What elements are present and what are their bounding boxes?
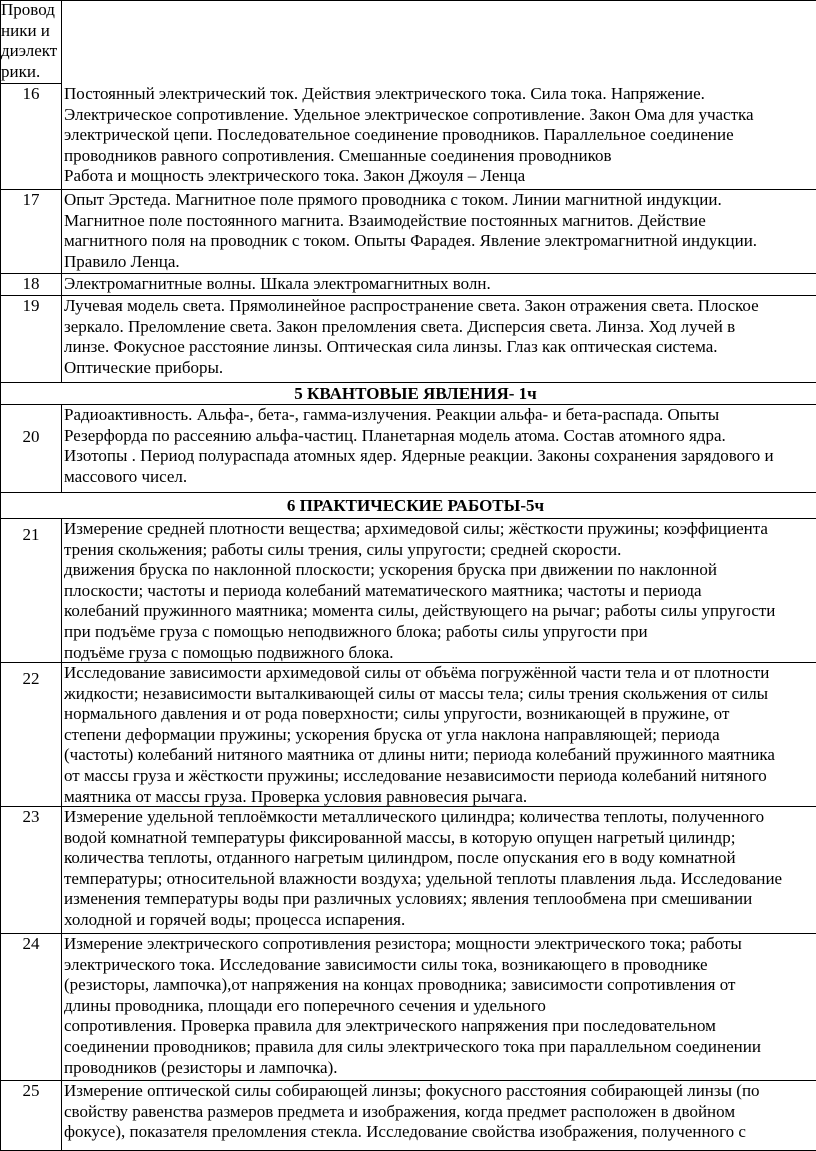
description-line: Электрическое сопротивление. Удельное электрическое сопротивление. Закон Ома для участка [64, 104, 754, 124]
description-line: Электромагнитные волны. Шкала электромагнитных волн. [64, 274, 491, 293]
table-row [0, 1081, 816, 1151]
description-line: проводников равного сопротивления. Смешанные соединения проводников [64, 145, 612, 165]
description-line: Исследование зависимости архимедовой силы от объёма погружённой части тела и от плотности [64, 663, 770, 682]
header-cell-line: Провод [1, 0, 55, 19]
description-line: нормального давления и от рода поверхности; силы упругости, возникающей в пружине, от [64, 704, 730, 724]
table-row [0, 84, 816, 190]
row-description [63, 84, 816, 189]
description-line: Измерение средней плотности вещества; архимедовой силы; жёсткости пружины; коэффициента [64, 519, 768, 538]
description-line: Радиоактивность. Альфа-, бета-, гамма-излучения. Реакции альфа- и бета-распада. Опыты [64, 405, 720, 424]
description-line: трения скольжения; работы силы трения, силы упругости; средней скорости. [64, 539, 622, 559]
description-line: колебаний пружинного маятника; момента силы, действующего на рычаг; работы силы упругости [64, 601, 776, 621]
description-line: плоскости; частоты и периода колебаний математического маятника; частоты и периода [64, 580, 702, 600]
row-number: 22 [0, 663, 62, 806]
description-line: электрической цепи. Последовательное соединение проводников. Параллельное соединение [64, 125, 734, 145]
description-line: жидкости; независимости выталкивающей силы от массы тела; силы трения скольжения от силы [64, 683, 769, 703]
description-line: Изотопы . Период полураспада атомных ядер. Ядерные реакции. Законы сохранения зарядового и [64, 446, 774, 466]
description-line: Измерение электрического сопротивления резистора; мощности электрического тока; работы [64, 934, 742, 953]
table-top-border [0, 0, 816, 1]
row-description [63, 934, 816, 1080]
row-number: 19 [0, 296, 62, 382]
row-description [63, 274, 816, 295]
table-row [0, 296, 816, 383]
description-line: маятника от массы груза. Проверка условия равновесия рычага. [64, 786, 528, 806]
row-number: 16 [0, 84, 62, 189]
description-line: Правило Ленца. [64, 251, 180, 271]
description-line: (резисторы, лампочка),от напряжения на концах проводника; зависимости сопротивления от [64, 975, 736, 995]
row-description [63, 807, 816, 933]
description-line: зеркало. Преломление света. Закон преломления света. Дисперсия света. Линза. Ход лучей в [64, 316, 736, 336]
row-description [63, 1081, 816, 1150]
table-row [0, 519, 816, 663]
description-line: от массы груза и жёсткости пружины; исследование независимости периода колебаний нитяного [64, 765, 767, 785]
description-line: Постоянный электрический ток. Действия электрического тока. Сила тока. Напряжение. [64, 84, 705, 103]
row-number: 18 [0, 274, 62, 295]
table-row [0, 663, 816, 807]
header-cell-line: рики. [1, 61, 41, 81]
table-row [0, 405, 816, 493]
description-line: линзе. Фокусное расстояние линзы. Оптическая сила линзы. Глаз как оптическая система. [64, 337, 718, 357]
header-cell-line: ники и [1, 20, 50, 40]
row-number: 23 [0, 807, 62, 933]
description-line: температуры; относительной влажности воздуха; удельной теплоты плавления льда. Исследование [64, 868, 783, 888]
section-heading: 5 КВАНТОВЫЕ ЯВЛЕНИЯ- 1ч [0, 383, 816, 405]
row-description [63, 519, 816, 662]
table-row [0, 934, 816, 1081]
description-line: электрического тока. Исследование зависимости силы тока, возникающего в проводнике [64, 954, 708, 974]
description-line: движения бруска по наклонной плоскости; ускорения бруска при движении по наклонной [64, 560, 717, 580]
description-line: фокусе), показателя преломления стекла. Исследование свойства изображения, полученного с [64, 1122, 746, 1142]
row-description [63, 296, 816, 382]
description-line: магнитного поля на проводник с током. Опыты Фарадея. Явление электромагнитной индукции. [64, 231, 758, 251]
description-line: массового чисел. [64, 466, 188, 486]
row-number: 20 [0, 405, 62, 492]
description-line: Оптические приборы. [64, 357, 224, 377]
description-line: степени деформации пружины; ускорения бруска от угла наклона направляющей; периода [64, 724, 720, 744]
row-description [63, 663, 816, 806]
description-line: Измерение оптической силы собирающей линзы; фокусного расстояния собирающей линзы (по [64, 1081, 760, 1100]
description-line: Резерфорда по рассеянию альфа-частиц. Планетарная модель атома. Состав атомного ядра. [64, 425, 726, 445]
row-number: 17 [0, 190, 62, 273]
description-line: проводников (резисторы и лампочка). [64, 1057, 338, 1077]
row-number: 25 [0, 1081, 62, 1150]
description-line: Опыт Эрстеда. Магнитное поле прямого проводника с током. Линии магнитной индукции. [64, 190, 722, 209]
table-row [0, 190, 816, 274]
description-line: сопротивления. Проверка правила для электрического напряжения при последовательном [64, 1016, 716, 1036]
row-description [63, 405, 816, 492]
description-line: Измерение удельной теплоёмкости металлического цилиндра; количества теплоты, полученного [64, 807, 765, 826]
header-cell-line: диэлект [1, 41, 58, 61]
description-line: длины проводника, площади его поперечного сечения и удельного [64, 995, 546, 1015]
description-line: свойству равенства размеров предмета и изображения, когда предмет расположен в двойном [64, 1101, 736, 1121]
row-number: 21 [0, 519, 62, 662]
description-line: Лучевая модель света. Прямолинейное распространение света. Закон отражения света. Плоское [64, 296, 759, 315]
description-line: при подъёме груза с помощью неподвижного блока; работы силы упругости при [64, 621, 648, 641]
description-line: (частоты) колебаний нитяного маятника от длины нити; периода колебаний пружинного маятника [64, 745, 775, 765]
description-line: водой комнатной температуры фиксированной массы, в которую опущен нагретый цилиндр; [64, 827, 736, 847]
description-line: количества теплоты, отданного нагретым цилиндром, после опускания его в воду комнатной [64, 848, 736, 868]
description-line: Магнитное поле постоянного магнита. Взаимодействие постоянных магнитов. Действие [64, 210, 706, 230]
description-line: изменения температуры воды при различных условиях; явления теплообмена при смешивании [64, 889, 753, 909]
table-row [0, 807, 816, 934]
description-line: холодной и горячей воды; процесса испарения. [64, 909, 406, 929]
table-row [0, 274, 816, 296]
description-line: подъёме груза с помощью подвижного блока. [64, 642, 394, 662]
section-heading: 6 ПРАКТИЧЕСКИЕ РАБОТЫ-5ч [0, 493, 816, 519]
description-line: Работа и мощность электрического тока. Закон Джоуля – Ленца [64, 166, 526, 186]
row-number: 24 [0, 934, 62, 1080]
description-line: соединении проводников; правила для силы электрического тока при параллельном соединении [64, 1036, 761, 1056]
header-cell-conductors-dielectrics [0, 0, 62, 84]
row-description [63, 190, 816, 273]
